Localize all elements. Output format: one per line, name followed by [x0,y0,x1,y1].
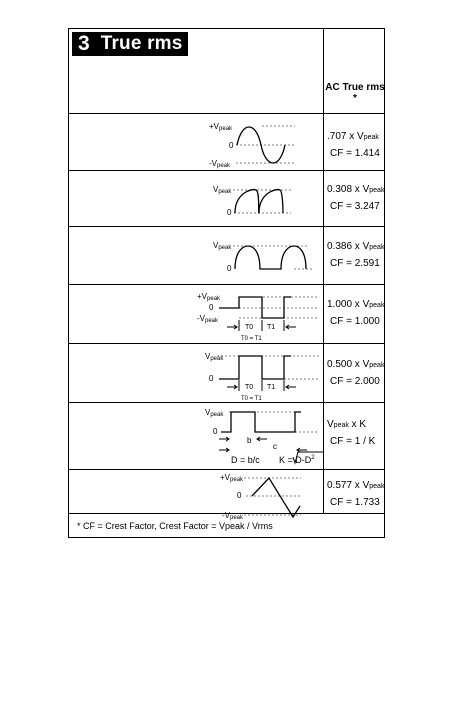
result-triangle: 0.577 x Vpeak CF = 1.733 [327,480,385,508]
true-rms-table [68,28,385,538]
result-multiplier: 0.577 x V [327,480,370,491]
label-minus-v: -Vpeak [209,159,231,169]
label-v: Vpeak [205,352,224,362]
result-multiplier: 0.500 x V [327,359,370,370]
label-t1: T1 [267,384,276,391]
triangle-wave [252,478,300,517]
label-zero: 0 [227,208,232,217]
duty-cycle-wave [221,412,301,432]
label-zero: 0 [209,303,214,312]
half-wave-rectified-wave [235,246,306,269]
label-t0: T0 [245,384,254,391]
result-pulse: 0.500 x Vpeak CF = 2.000 [327,359,385,387]
footnote: * CF = Crest Factor, Crest Factor = Vpeak / Vrms [77,521,273,531]
label-t0-equals-t1: T0 = T1 [241,336,262,342]
label-zero: 0 [237,491,242,500]
label-d-formula: D = b/c [231,455,260,465]
result-multiplier: 0.308 x V [327,184,370,195]
sine-waveform-diagram [209,122,295,169]
result-multiplier: .707 x V [327,131,364,142]
unipolar-pulse-diagram [205,352,319,402]
label-c: c [273,442,277,451]
label-v: Vpeak [205,408,224,418]
label-plus-v: +Vpeak [197,292,221,302]
label-zero: 0 [209,374,214,383]
result-multiplier: 0.386 x V [327,241,370,252]
crest-factor: CF = 1.414 [330,148,380,159]
result-sine: .707 x Vpeak CF = 1.414 [327,131,380,159]
section-number: 3 [78,32,90,55]
result-full-wave: 0.308 x Vpeak CF = 3.247 [327,184,385,212]
label-plus-v: +Vpeak [209,122,233,132]
triangle-wave-diagram [220,473,301,521]
column-header: AC True rms * [325,82,385,104]
result-multiplier: V [327,419,334,430]
crest-factor: CF = 1 / K [330,436,376,447]
label-k-formula: $K = D-D^2$ [279,455,315,465]
crest-factor: CF = 1.000 [330,316,380,327]
label-minus-v: -Vpeak [197,314,219,324]
label-zero: 0 [229,141,234,150]
result-multiplier: 1.000 x V [327,299,370,310]
full-wave-rectified-diagram [213,185,291,217]
full-wave-rectified-wave [235,190,283,213]
label-t0: T0 [245,324,254,331]
square-wave-diagram [197,292,319,342]
waveform-diagrams [69,29,386,539]
duty-cycle-pulse-diagram [205,408,323,465]
label-t1: T1 [267,324,276,331]
label-zero: 0 [213,427,218,436]
label-plus-v: +Vpeak [220,473,244,483]
half-wave-rectified-diagram [213,241,313,273]
crest-factor: CF = 2.591 [330,258,380,269]
crest-factor: CF = 3.247 [330,201,380,212]
label-t0-equals-t1: T0 = T1 [241,396,262,402]
pulse-wave [219,356,291,379]
result-half-wave: 0.386 x Vpeak CF = 2.591 [327,241,385,269]
square-wave [219,297,291,318]
result-square: 1.000 x Vpeak CF = 1.000 [327,299,385,327]
label-v: Vpeak [213,185,232,195]
label-b: b [247,436,252,445]
crest-factor: CF = 1.733 [330,497,380,508]
crest-factor: CF = 2.000 [330,376,380,387]
label-minus-v: -Vpeak [222,511,244,521]
section-title: True rms [100,33,183,54]
result-duty-cycle: Vpeak x K CF = 1 / K [327,419,376,447]
label-v: Vpeak [213,241,232,251]
label-zero: 0 [227,264,232,273]
